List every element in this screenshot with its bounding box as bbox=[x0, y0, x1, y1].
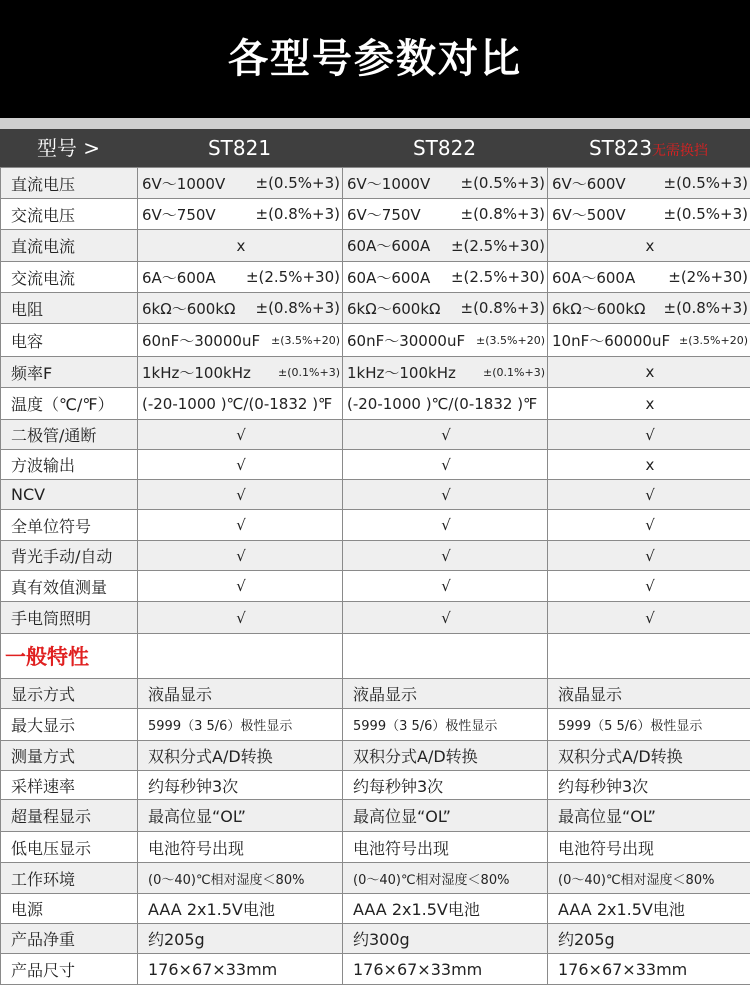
spec-range-wrap bbox=[142, 298, 340, 319]
spec-cell bbox=[138, 420, 343, 450]
spec-cell bbox=[548, 262, 750, 293]
spec-range: 60A～600A bbox=[552, 268, 636, 287]
spec-cell bbox=[138, 450, 343, 480]
spec-row bbox=[1, 324, 750, 357]
spec-range-wrap bbox=[142, 173, 340, 194]
spec-range-wrap bbox=[552, 298, 748, 319]
spec-cell bbox=[343, 199, 548, 230]
supported-check-mark: √ bbox=[645, 516, 655, 534]
spec-cell bbox=[548, 450, 750, 480]
spec-range: 10nF～60000uF bbox=[552, 331, 671, 350]
general-value: 176×67×33mm bbox=[138, 954, 343, 985]
spec-tolerance: ±(2%+30) bbox=[668, 268, 748, 286]
spec-cell bbox=[343, 293, 548, 324]
general-value: (0～40)℃相对湿度＜80% bbox=[343, 863, 548, 894]
spec-row bbox=[1, 420, 750, 450]
spec-label: 二极管/通断 bbox=[1, 420, 138, 450]
spec-row bbox=[1, 388, 750, 420]
spec-tolerance: ±(0.8%+3) bbox=[460, 205, 545, 223]
spec-tolerance: ±(0.5%+3) bbox=[460, 174, 545, 192]
spec-text: (-20-1000 )℃/(0-1832 )℉ bbox=[347, 394, 538, 413]
general-value: 双积分式A/D转换 bbox=[343, 741, 548, 771]
not-supported-mark: x bbox=[645, 236, 655, 255]
supported-check-mark: √ bbox=[645, 546, 655, 565]
not-supported-mark: x bbox=[645, 363, 655, 381]
general-value: 约205g bbox=[138, 924, 343, 954]
spec-row bbox=[1, 510, 750, 541]
supported-check-mark: √ bbox=[236, 425, 246, 444]
spec-label: 全单位符号 bbox=[1, 510, 138, 541]
spec-cell bbox=[343, 571, 548, 602]
general-row bbox=[1, 741, 750, 771]
general-row bbox=[1, 894, 750, 924]
general-value: AAA 2x1.5V电池 bbox=[343, 894, 548, 924]
not-supported-mark: x bbox=[645, 394, 655, 413]
section-blank-cell bbox=[138, 634, 343, 679]
general-value: (0～40)℃相对湿度＜80% bbox=[138, 863, 343, 894]
model-st823-name: ST823 bbox=[588, 136, 653, 160]
general-value: 最高位显“OL” bbox=[343, 800, 548, 832]
general-row bbox=[1, 924, 750, 954]
spec-range-wrap bbox=[142, 204, 340, 225]
spec-tolerance: ±(0.1%+3) bbox=[278, 365, 340, 379]
model-label: 型号 > bbox=[36, 136, 101, 160]
spec-range: 6V～750V bbox=[347, 205, 421, 224]
general-value: 约每秒钟3次 bbox=[343, 771, 548, 800]
spec-tolerance: ±(0.5%+3) bbox=[663, 205, 748, 223]
spec-cell bbox=[548, 324, 750, 357]
spec-range-wrap bbox=[552, 267, 748, 288]
spec-tolerance: ±(3.5%+20) bbox=[679, 333, 748, 347]
general-value: (0～40)℃相对湿度＜80% bbox=[548, 863, 750, 894]
supported-check-mark: √ bbox=[441, 608, 451, 627]
spec-label: 手电筒照明 bbox=[1, 602, 138, 634]
model-st823 bbox=[547, 129, 750, 167]
spec-cell bbox=[548, 230, 750, 262]
spec-label: 真有效值测量 bbox=[1, 571, 138, 602]
model-st823-note: 无需换挡 bbox=[652, 143, 709, 159]
general-row bbox=[1, 863, 750, 894]
general-label: 最大显示 bbox=[1, 709, 138, 741]
spec-tolerance: ±(3.5%+20) bbox=[271, 333, 340, 347]
spec-cell bbox=[138, 324, 343, 357]
general-value: 5999（5 5/6）极性显示 bbox=[548, 709, 750, 741]
spec-row bbox=[1, 262, 750, 293]
spec-tolerance: ±(2.5%+30) bbox=[450, 236, 545, 255]
supported-check-mark: √ bbox=[236, 608, 246, 627]
spec-range: 6V～1000V bbox=[142, 174, 226, 193]
spec-range-wrap bbox=[347, 204, 545, 225]
general-value: 176×67×33mm bbox=[343, 954, 548, 985]
spec-cell bbox=[138, 480, 343, 510]
general-row bbox=[1, 800, 750, 832]
spec-row bbox=[1, 168, 750, 199]
spec-range-wrap bbox=[142, 362, 340, 383]
spec-range: 1kHz～100kHz bbox=[347, 363, 456, 382]
spec-range: 60A～600A bbox=[347, 268, 431, 287]
spec-label: 电容 bbox=[1, 324, 138, 357]
general-value: 176×67×33mm bbox=[548, 954, 750, 985]
spec-cell bbox=[343, 168, 548, 199]
supported-check-mark: √ bbox=[236, 546, 246, 565]
general-label: 测量方式 bbox=[1, 741, 138, 771]
general-row bbox=[1, 832, 750, 863]
general-value: 约每秒钟3次 bbox=[138, 771, 343, 800]
spec-cell bbox=[138, 199, 343, 230]
spec-range-wrap bbox=[347, 330, 545, 351]
spec-tolerance: ±(3.5%+20) bbox=[476, 333, 545, 347]
spec-cell bbox=[138, 571, 343, 602]
spec-text: (-20-1000 )℃/(0-1832 )℉ bbox=[142, 394, 333, 413]
general-value: 电池符号出现 bbox=[343, 832, 548, 863]
spec-cell bbox=[138, 510, 343, 541]
general-value: 约300g bbox=[343, 924, 548, 954]
spec-range-wrap bbox=[552, 204, 748, 225]
supported-check-mark: √ bbox=[441, 546, 451, 565]
supported-check-mark: √ bbox=[236, 485, 246, 504]
spec-range-wrap bbox=[347, 298, 545, 319]
spec-label: 交流电流 bbox=[1, 262, 138, 293]
spec-cell bbox=[343, 420, 548, 450]
spec-cell bbox=[343, 480, 548, 510]
spec-range-wrap bbox=[142, 330, 340, 351]
spec-range-wrap bbox=[347, 362, 545, 383]
general-value: 5999（3 5/6）极性显示 bbox=[138, 709, 343, 741]
general-value: AAA 2x1.5V电池 bbox=[548, 894, 750, 924]
spec-range: 6kΩ～600kΩ bbox=[347, 299, 441, 318]
model-st821: ST821 bbox=[207, 136, 272, 160]
spec-range-wrap bbox=[142, 267, 340, 288]
spec-cell bbox=[138, 602, 343, 634]
spec-cell bbox=[138, 168, 343, 199]
spec-tolerance: ±(0.5%+3) bbox=[255, 174, 340, 192]
spec-cell bbox=[343, 357, 548, 388]
spec-label: 频率F bbox=[1, 357, 138, 388]
supported-check-mark: √ bbox=[645, 485, 655, 504]
spec-row bbox=[1, 541, 750, 571]
supported-check-mark: √ bbox=[441, 485, 451, 504]
spec-range: 6V～750V bbox=[142, 205, 216, 224]
spec-cell bbox=[548, 571, 750, 602]
general-row bbox=[1, 709, 750, 741]
spec-range: 60nF～30000uF bbox=[347, 331, 466, 350]
section-title-cell bbox=[1, 634, 138, 679]
spec-cell bbox=[343, 388, 548, 420]
general-row bbox=[1, 771, 750, 800]
spec-tolerance: ±(2.5%+30) bbox=[450, 268, 545, 286]
spec-range-wrap bbox=[347, 173, 545, 194]
general-label: 显示方式 bbox=[1, 679, 138, 709]
general-row bbox=[1, 954, 750, 985]
model-header-row bbox=[0, 129, 750, 167]
spec-tolerance: ±(0.8%+3) bbox=[255, 205, 340, 223]
spec-cell bbox=[138, 388, 343, 420]
spec-cell bbox=[548, 541, 750, 571]
spec-cell bbox=[138, 541, 343, 571]
general-value: 最高位显“OL” bbox=[548, 800, 750, 832]
supported-check-mark: √ bbox=[441, 455, 451, 474]
section-blank-cell bbox=[343, 634, 548, 679]
spec-cell bbox=[343, 324, 548, 357]
spec-cell bbox=[343, 262, 548, 293]
general-label: 产品尺寸 bbox=[1, 954, 138, 985]
spec-cell bbox=[548, 602, 750, 634]
general-value: 双积分式A/D转换 bbox=[138, 741, 343, 771]
supported-check-mark: √ bbox=[441, 425, 451, 444]
general-label: 低电压显示 bbox=[1, 832, 138, 863]
spec-row bbox=[1, 602, 750, 634]
spec-cell bbox=[548, 480, 750, 510]
general-value: 液晶显示 bbox=[138, 679, 343, 709]
spec-cell bbox=[548, 388, 750, 420]
general-value: 5999（3 5/6）极性显示 bbox=[343, 709, 548, 741]
spec-tolerance: ±(0.5%+3) bbox=[663, 174, 748, 192]
section-row bbox=[1, 634, 750, 679]
general-value: 液晶显示 bbox=[343, 679, 548, 709]
spec-label: 方波输出 bbox=[1, 450, 138, 480]
spec-table bbox=[0, 167, 750, 985]
spec-label: 温度（℃/℉） bbox=[1, 388, 138, 420]
spec-tolerance: ±(0.8%+3) bbox=[460, 299, 545, 317]
spec-range-wrap bbox=[347, 267, 545, 288]
general-value: 约每秒钟3次 bbox=[548, 771, 750, 800]
supported-check-mark: √ bbox=[645, 577, 655, 595]
spec-range: 6V～600V bbox=[552, 174, 626, 193]
spec-cell bbox=[343, 602, 548, 634]
spec-cell bbox=[138, 230, 343, 262]
spec-range: 6kΩ～600kΩ bbox=[552, 299, 646, 318]
general-label: 电源 bbox=[1, 894, 138, 924]
supported-check-mark: √ bbox=[236, 577, 246, 595]
spec-tolerance: ±(0.8%+3) bbox=[663, 299, 748, 317]
spec-range-wrap bbox=[347, 235, 545, 256]
general-label: 采样速率 bbox=[1, 771, 138, 800]
model-st822: ST822 bbox=[412, 136, 477, 160]
spec-cell bbox=[343, 230, 548, 262]
spec-label: 直流电压 bbox=[1, 168, 138, 199]
spec-cell bbox=[548, 420, 750, 450]
supported-check-mark: √ bbox=[441, 516, 451, 534]
spec-range: 60nF～30000uF bbox=[142, 331, 261, 350]
spec-cell bbox=[343, 510, 548, 541]
spec-label: 直流电流 bbox=[1, 230, 138, 262]
not-supported-mark: x bbox=[645, 455, 655, 474]
spec-label: 背光手动/自动 bbox=[1, 541, 138, 571]
spec-range: 6A～600A bbox=[142, 268, 216, 287]
general-label: 工作环境 bbox=[1, 863, 138, 894]
spec-label: 电阻 bbox=[1, 293, 138, 324]
supported-check-mark: √ bbox=[645, 425, 655, 444]
spec-tolerance: ±(2.5%+30) bbox=[245, 268, 340, 286]
spec-range-wrap bbox=[552, 330, 748, 351]
spec-tolerance: ±(0.8%+3) bbox=[255, 299, 340, 317]
separator-band bbox=[0, 118, 750, 129]
section-title: 一般特性 bbox=[5, 645, 89, 669]
page-title: 各型号参数对比 bbox=[228, 36, 522, 82]
supported-check-mark: √ bbox=[236, 455, 246, 474]
spec-range: 6kΩ～600kΩ bbox=[142, 299, 236, 318]
spec-cell bbox=[548, 357, 750, 388]
general-value: 液晶显示 bbox=[548, 679, 750, 709]
spec-row bbox=[1, 230, 750, 262]
spec-row bbox=[1, 571, 750, 602]
spec-cell bbox=[343, 541, 548, 571]
spec-cell bbox=[548, 199, 750, 230]
spec-range: 1kHz～100kHz bbox=[142, 363, 251, 382]
not-supported-mark: x bbox=[236, 236, 246, 255]
general-label: 超量程显示 bbox=[1, 800, 138, 832]
spec-row bbox=[1, 357, 750, 388]
section-blank-cell bbox=[548, 634, 750, 679]
spec-range: 6V～1000V bbox=[347, 174, 431, 193]
general-value: 电池符号出现 bbox=[138, 832, 343, 863]
general-value: AAA 2x1.5V电池 bbox=[138, 894, 343, 924]
spec-row bbox=[1, 199, 750, 230]
general-row bbox=[1, 679, 750, 709]
supported-check-mark: √ bbox=[236, 516, 246, 534]
spec-range-wrap bbox=[552, 173, 748, 194]
spec-cell bbox=[138, 293, 343, 324]
spec-label: 交流电压 bbox=[1, 199, 138, 230]
spec-cell bbox=[548, 293, 750, 324]
general-value: 约205g bbox=[548, 924, 750, 954]
spec-range: 60A～600A bbox=[347, 237, 431, 255]
spec-cell bbox=[548, 510, 750, 541]
general-value: 双积分式A/D转换 bbox=[548, 741, 750, 771]
spec-cell bbox=[548, 168, 750, 199]
spec-row bbox=[1, 293, 750, 324]
spec-tolerance: ±(0.1%+3) bbox=[483, 365, 545, 379]
general-label: 产品净重 bbox=[1, 924, 138, 954]
spec-range: 6V～500V bbox=[552, 205, 626, 224]
spec-cell bbox=[138, 262, 343, 293]
general-value: 最高位显“OL” bbox=[138, 800, 343, 832]
spec-row bbox=[1, 450, 750, 480]
spec-cell bbox=[343, 450, 548, 480]
spec-cell bbox=[138, 357, 343, 388]
general-value: 电池符号出现 bbox=[548, 832, 750, 863]
spec-label: NCV bbox=[1, 480, 138, 510]
supported-check-mark: √ bbox=[645, 608, 655, 627]
spec-row bbox=[1, 480, 750, 510]
supported-check-mark: √ bbox=[441, 577, 451, 595]
